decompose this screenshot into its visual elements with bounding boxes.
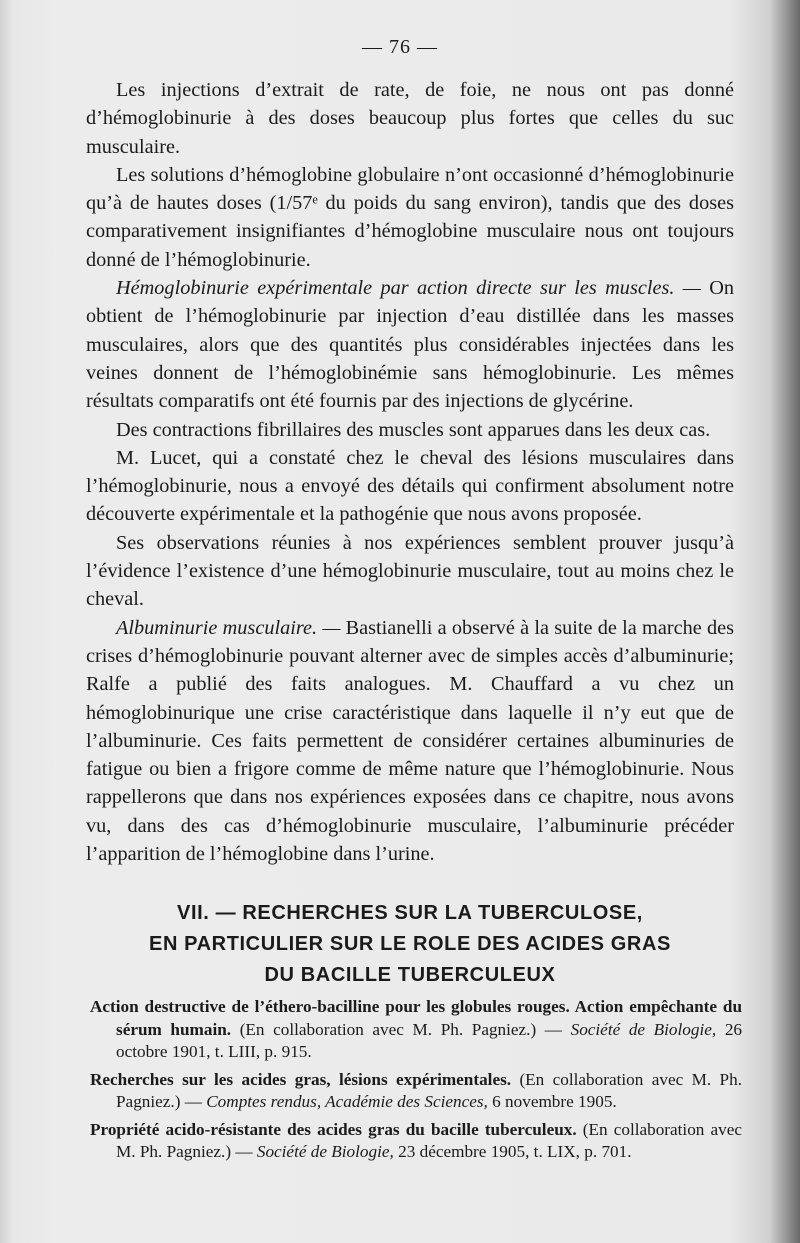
paragraph-text: Des contractions fibrillaires des muscles sont apparues dans les deux cas. <box>116 418 711 441</box>
paragraph-text: M. Lucet, qui a constaté chez le cheval des lésions musculaires dans l’hémoglobinurie, nous a envoyé des détails qui confirment absolument notre découverte expérimentale et la pathogénie que nous avons proposée. <box>86 446 734 526</box>
section-title <box>86 898 734 991</box>
paragraph-text: Ses observations réunies à nos expériences semblent prouver jusqu’à l’évidence l’existence d’une hémoglobinurie musculaire, tout au moins chez le cheval. <box>86 531 734 611</box>
paragraph-text: Bastianelli a observé à la suite de la marche des crises d’hémoglobinurie pouvant alterner avec de simples accès d’albuminurie; Ralfe a publié des faits analogues. M. Chauffard a vu chez un hémoglobinurique une crise caractéristique dans laquelle il n’y eut que de l’albuminurie. Ces faits permettent de considérer certaines albuminuries de fatigue ou bien a frigore comme de même nature que l’hémoglobinurie. Nous rappellerons que dans nos expériences exposées dans ce chapitre, nous avons vu, dans des cas d’hémoglobinurie musculaire, l’albuminurie précéder l’apparition de l’hémoglobine dans l’urine. <box>86 616 734 866</box>
reference-journal: Société de Biologie, <box>570 1019 717 1039</box>
body-text <box>86 76 734 868</box>
paragraph-experimental-hemoglobinuria <box>86 274 734 415</box>
paragraph-contractions <box>86 416 734 444</box>
reference-title: Recherches sur les acides gras, lésions expérimentales. <box>90 1069 512 1089</box>
reference-title: Action destructive de l’éthero-bacilline pour les globules rouges. Action empêchante du sérum humain. <box>90 997 742 1039</box>
reference-title: Propriété acido-résistante des acides gras du bacille tuberculeux. <box>90 1119 577 1139</box>
reference-list <box>90 996 742 1169</box>
run-in-heading: Albuminurie musculaire. — <box>116 616 341 639</box>
paragraph-observations <box>86 529 734 614</box>
run-in-heading: Hémoglobinurie expérimentale par action directe sur les muscles. — <box>116 277 701 300</box>
paragraph-text: On obtient de l’hémoglobinurie par injection d’eau distillée dans les masses musculaires, alors que des quantités plus considérables injectées dans les veines donnent de l’hémoglobinémie sans hémoglobinurie. Les mêmes résultats comparatifs ont été fournis par des injections de glycérine. <box>86 277 734 413</box>
reference-item <box>90 1069 742 1114</box>
section-title-line: DU BACILLE TUBERCULEUX <box>264 964 556 986</box>
paragraph-albuminuria <box>86 614 734 869</box>
reference-details: 6 novembre 1905. <box>492 1092 617 1111</box>
section-title-line: VII. — RECHERCHES SUR LA TUBERCULOSE, <box>177 902 643 924</box>
reference-item <box>90 1119 742 1164</box>
reference-item <box>90 996 742 1064</box>
reference-journal: Société de Biologie, <box>256 1142 394 1161</box>
section-title-line: EN PARTICULIER SUR LE ROLE DES ACIDES GRAS <box>149 933 671 955</box>
reference-collab: (En collaboration avec M. Ph. Pagniez.) — <box>116 1069 742 1111</box>
reference-collab: (En collaboration avec M. Ph. Pagniez.) — <box>239 1019 562 1039</box>
paragraph-hemoglobin-solutions <box>86 161 734 274</box>
page-number: — 76 — <box>362 36 438 58</box>
paragraph-text: Les solutions d’hémoglobine globulaire n’ont occasionné d’hémoglobinurie qu’à de hautes doses (1/57ᵉ du poids du sang environ), tandis que des doses comparativement insignifiantes d’hémoglobine musculaire nous ont toujours donné de l’hémoglobinurie. <box>86 163 734 271</box>
reference-details: 23 décembre 1905, t. LIX, p. 701. <box>398 1142 632 1161</box>
reference-collab: (En collaboration avec M. Ph. Pagniez.) — <box>116 1119 742 1161</box>
paragraph-lucet <box>86 444 734 529</box>
reference-journal: Comptes rendus, Académie des Sciences, <box>206 1092 488 1111</box>
paragraph-extracts <box>86 76 734 161</box>
paragraph-text: Les injections d’extrait de rate, de foie, ne nous ont pas donné d’hémoglobinurie à des doses beaucoup plus fortes que celles du suc musculaire. <box>86 79 734 158</box>
reference-details: 26 octobre 1901, t. LIII, p. 915. <box>116 1019 742 1061</box>
